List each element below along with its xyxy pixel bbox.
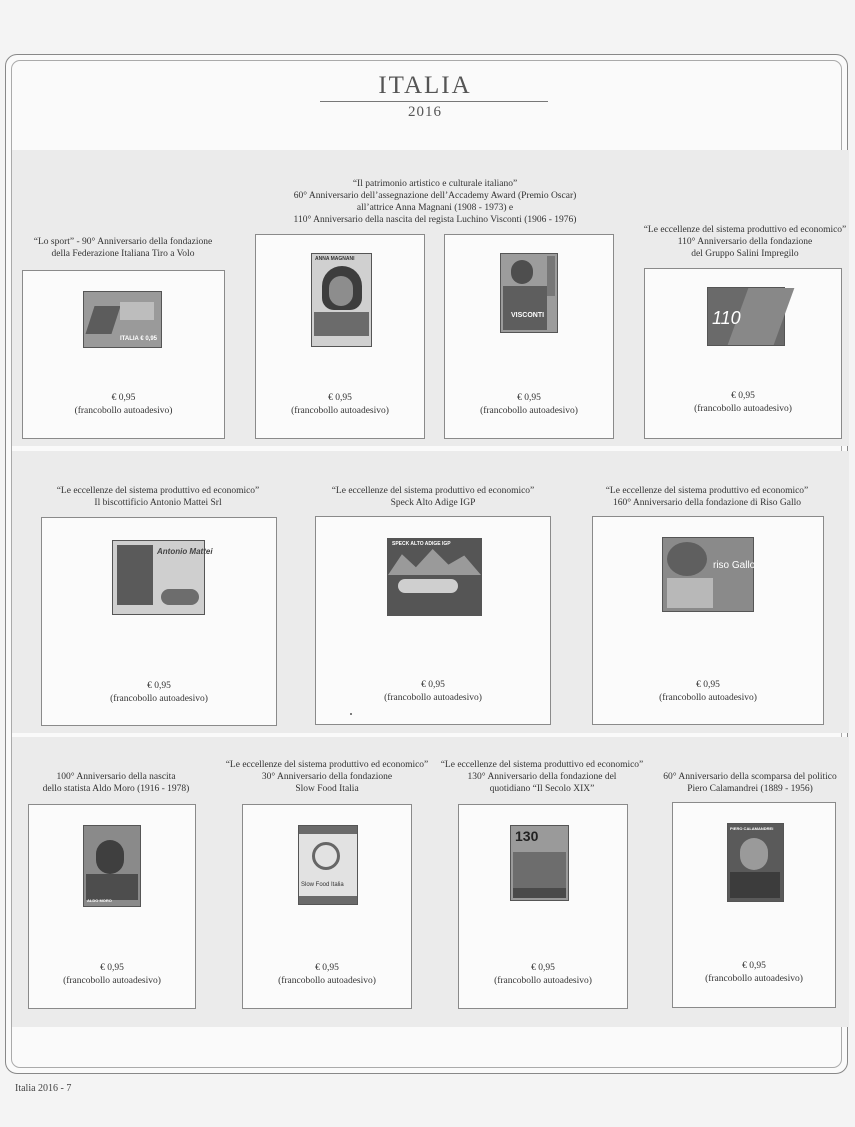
stamp-caption: 100° Anniversario della nascita dello statista Aldo Moro (1916 - 1978): [42, 772, 190, 794]
stamp-mount: [458, 804, 628, 1009]
stamp-price: € 0,95 (francobollo autoadesivo): [110, 681, 208, 704]
stamp-mount: [255, 234, 425, 439]
stamp-caption: “Le eccellenze del sistema produttivo ed economico” 110° Anniversario della fondazione del Gruppo Salini Impregilo: [643, 225, 847, 259]
title-divider: [320, 101, 548, 102]
stamp-image: ALDO MORO: [83, 825, 141, 907]
stamp-image: 110: [707, 287, 785, 346]
stamp-mount: [672, 802, 836, 1008]
stamp-price: € 0,95 (francobollo autoadesivo): [659, 680, 757, 703]
page-speck: [350, 713, 352, 715]
stamp-caption: “Le eccellenze del sistema produttivo ed economico” 30° Anniversario della fondazione Slow Food Italia: [225, 760, 429, 794]
stamp-price: € 0,95 (francobollo autoadesivo): [63, 963, 161, 986]
stamp-price: € 0,95 (francobollo autoadesivo): [291, 393, 389, 416]
stamp-mount: [22, 270, 225, 439]
stamp-mount: [41, 517, 277, 726]
stamp-image: PIERO CALAMANDREI: [727, 823, 784, 902]
stamp-image: ANNA MAGNANI: [311, 253, 372, 347]
stamp-image: Antonio Mattei: [112, 540, 205, 615]
stamp-caption: “Le eccellenze del sistema produttivo ed economico” Speck Alto Adige IGP: [331, 486, 535, 508]
stamp-image: Slow Food Italia: [298, 825, 358, 905]
stamp-image: 130: [510, 825, 569, 901]
stamp-image: SPECK ALTO ADIGE IGP: [387, 538, 482, 616]
stamp-price: € 0,95 (francobollo autoadesivo): [494, 963, 592, 986]
stamp-price: € 0,95 (francobollo autoadesivo): [694, 391, 792, 414]
stamp-caption: 60° Anniversario della scomparsa del politico Piero Calamandrei (1889 - 1956): [663, 772, 837, 794]
stamp-mount: [644, 268, 842, 439]
stamp-caption: “Le eccellenze del sistema produttivo ed economico” 160° Anniversario della fondazione di Riso Gallo: [605, 486, 809, 508]
stamp-mount: [444, 234, 614, 439]
shared-caption: “Il patrimonio artistico e culturale italiano” 60° Anniversario dell’assegnazione dell’Accademy Award (Premio Oscar) all’attrice Anna Magnani (1908 - 1973) e 110° Anniversario della nascita del regista Luchino Visconti (1906 - 1976): [293, 179, 577, 225]
stamp-caption: “Le eccellenze del sistema produttivo ed economico” Il biscottificio Antonio Mattei Srl: [56, 486, 260, 508]
stamp-price: € 0,95 (francobollo autoadesivo): [480, 393, 578, 416]
stamp-image: riso Gallo: [662, 537, 754, 612]
stamp-price: € 0,95 (francobollo autoadesivo): [705, 961, 803, 984]
stamp-price: € 0,95 (francobollo autoadesivo): [74, 393, 173, 416]
stamp-mount: [592, 516, 824, 725]
stamp-caption: “Lo sport” - 90° Anniversario della fondazione della Federazione Italiana Tiro a Volo: [33, 237, 213, 259]
stamp-price: € 0,95 (francobollo autoadesivo): [278, 963, 376, 986]
page-title: ITALIA: [378, 72, 472, 99]
stamp-mount: [242, 804, 412, 1009]
stamp-mount: [28, 804, 196, 1009]
stamp-price: € 0,95 (francobollo autoadesivo): [384, 680, 482, 703]
stamp-caption: “Le eccellenze del sistema produttivo ed economico” 130° Anniversario della fondazione del quotidiano “Il Secolo XIX”: [440, 760, 644, 794]
stamp-image: VISCONTI: [500, 253, 558, 333]
stamp-mount: [315, 516, 551, 725]
page-footer: Italia 2016 - 7: [15, 1083, 72, 1094]
page-year: 2016: [408, 104, 442, 120]
stamp-image: ITALIA € 0,95: [83, 291, 162, 348]
